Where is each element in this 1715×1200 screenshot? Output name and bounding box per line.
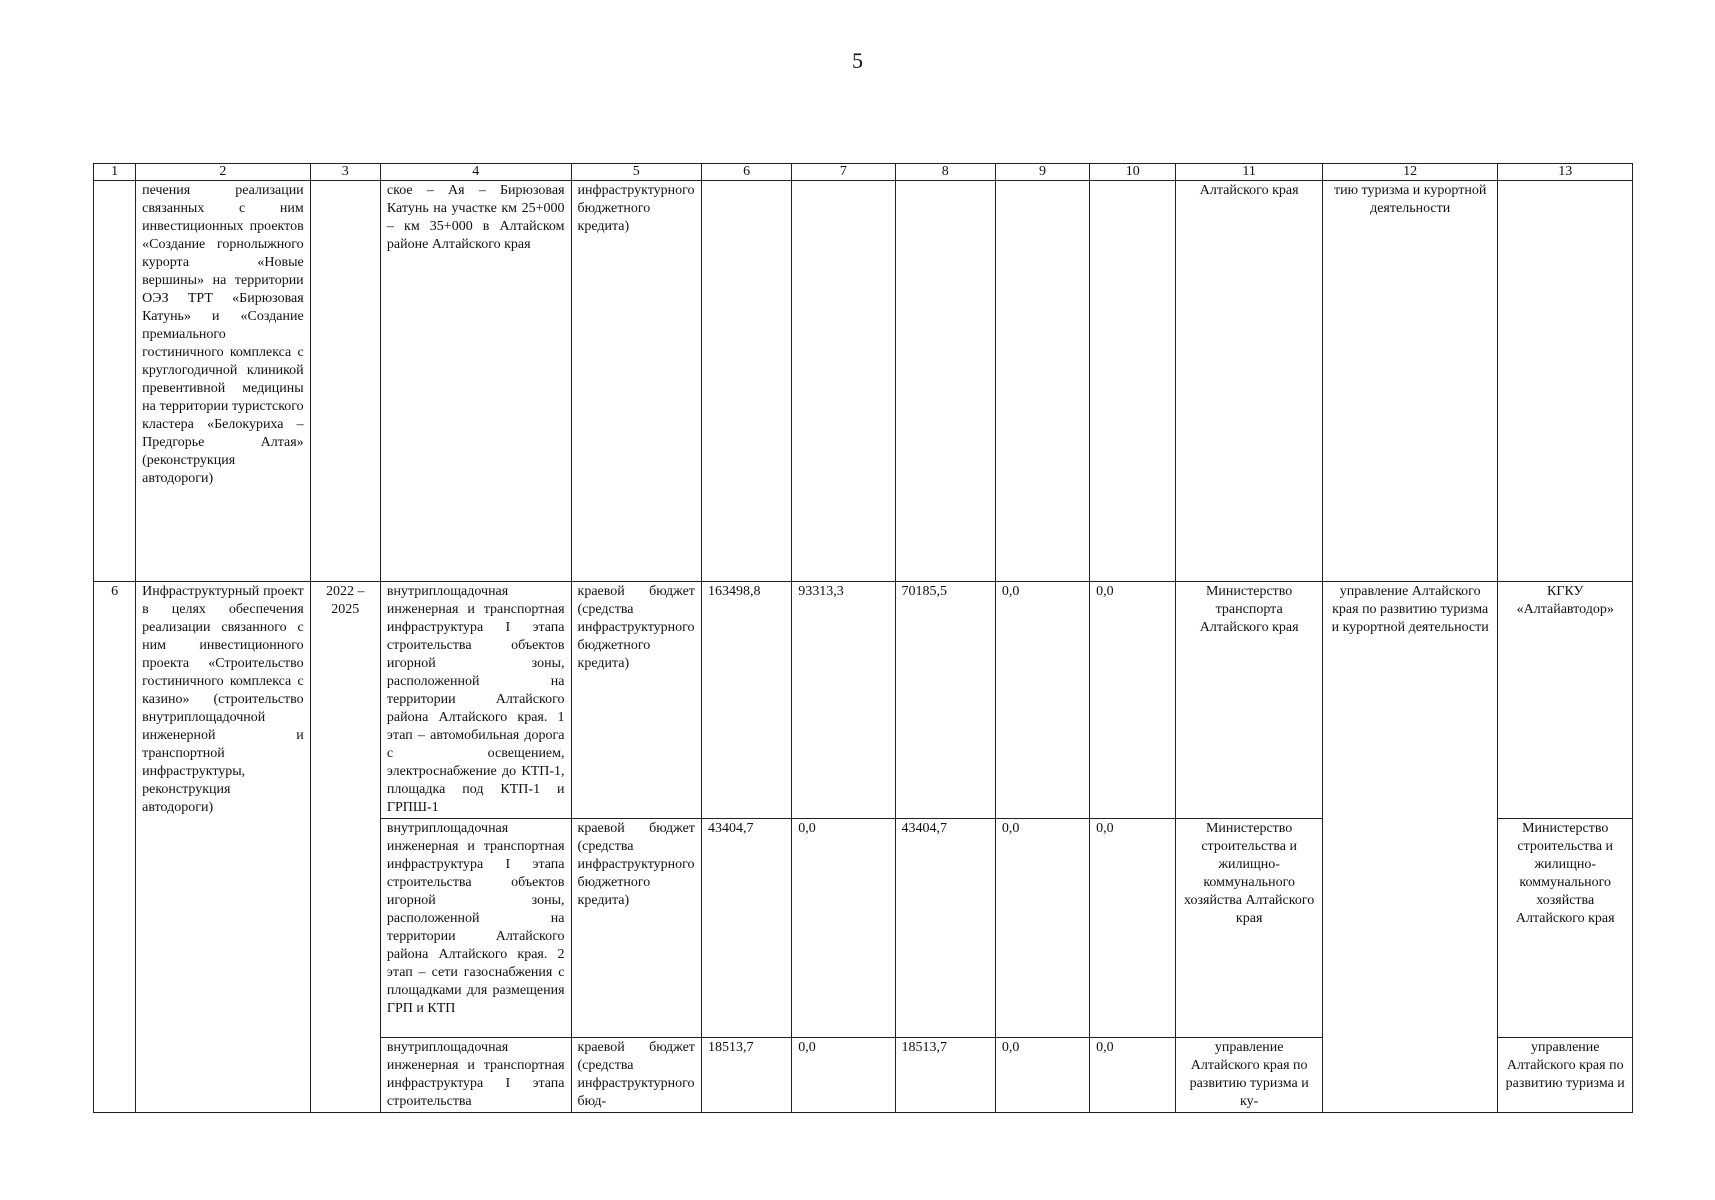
cell-year-3: 0,0 — [995, 1038, 1089, 1113]
cell-project-name: Инфраструктурный проект в целях обеспечения реализации связанного с ним инвестиционного проекта «Строительство гостиничного комплекса с казино» (строительство внутриплощадочной инженерной и транспортной инфраструктуры, реконструкция автодороги) — [136, 582, 311, 1113]
column-number: 2 — [136, 164, 311, 181]
column-number: 7 — [792, 164, 895, 181]
column-number: 1 — [94, 164, 136, 181]
cell-year-3 — [995, 181, 1089, 582]
cell-total: 163498,8 — [701, 582, 791, 819]
cell-responsible: Министерство транспорта Алтайского края — [1176, 582, 1322, 819]
column-number: 5 — [571, 164, 701, 181]
cell-responsible: Министерство строительства и жилищно-коммунального хозяйства Алтайского края — [1176, 819, 1322, 1038]
column-number-row — [94, 164, 1633, 181]
cell-coordinator: управление Алтайского края по развитию туризма и курортной деятельности — [1322, 582, 1498, 1113]
cell-year-1: 93313,3 — [792, 582, 895, 819]
cell-executor — [1498, 181, 1633, 582]
cell-executor: Министерство строительства и жилищно-коммунального хозяйства Алтайского края — [1498, 819, 1633, 1038]
table-row-continued — [94, 181, 1633, 582]
cell-executor: КГКУ «Алтайавтодор» — [1498, 582, 1633, 819]
column-number: 13 — [1498, 164, 1633, 181]
cell-year-4: 0,0 — [1090, 582, 1176, 819]
cell-year-3: 0,0 — [995, 582, 1089, 819]
cell-year-4: 0,0 — [1090, 1038, 1176, 1113]
cell-responsible: Алтайского края — [1176, 181, 1322, 582]
table-row — [94, 582, 1633, 819]
page-number: 5 — [852, 48, 863, 73]
cell-year-3: 0,0 — [995, 819, 1089, 1038]
cell-object: внутриплощадочная инженерная и транспортная инфраструктура I этапа строительства объектов игорной зоны, расположенной на территории Алтайского района Алтайского края. 2 этап – сети газоснабжения с площадками для размещения ГРП и КТП — [380, 819, 571, 1038]
column-number: 10 — [1090, 164, 1176, 181]
cell-total: 18513,7 — [701, 1038, 791, 1113]
cell-year-2: 70185,5 — [895, 582, 995, 819]
cell-funding-source: инфраструктурного бюджетного кредита) — [571, 181, 701, 582]
column-number: 12 — [1322, 164, 1498, 181]
cell-object: внутриплощадочная инженерная и транспортная инфраструктура I этапа строительства объектов игорной зоны, расположенной на территории Алтайского района Алтайского края. 1 этап – автомобильная дорога с освещением, электроснабжение до КТП-1, площадка под КТП-1 и ГРПШ-1 — [380, 582, 571, 819]
column-number: 3 — [310, 164, 380, 181]
cell-year-1: 0,0 — [792, 819, 895, 1038]
cell-year-4: 0,0 — [1090, 819, 1176, 1038]
cell-coordinator: тию туризма и курортной деятельности — [1322, 181, 1498, 582]
cell-object: внутриплощадочная инженерная и транспортная инфраструктура I этапа строительства — [380, 1038, 571, 1113]
cell-year-2: 18513,7 — [895, 1038, 995, 1113]
cell-year-2: 43404,7 — [895, 819, 995, 1038]
cell-funding-source: краевой бюджет (средства инфраструктурного бюджетного кредита) — [571, 582, 701, 819]
program-table — [93, 163, 1633, 1113]
cell-number — [94, 181, 136, 582]
cell-object: ское – Ая – Бирюзовая Катунь на участке км 25+000 – км 35+000 в Алтайском районе Алтайского края — [380, 181, 571, 582]
cell-total — [701, 181, 791, 582]
column-number: 9 — [995, 164, 1089, 181]
cell-years: 2022 – 2025 — [310, 582, 380, 1113]
cell-responsible: управление Алтайского края по развитию туризма и ку- — [1176, 1038, 1322, 1113]
cell-total: 43404,7 — [701, 819, 791, 1038]
cell-funding-source: краевой бюджет (средства инфраструктурного бюджетного кредита) — [571, 819, 701, 1038]
column-number: 8 — [895, 164, 995, 181]
column-number: 6 — [701, 164, 791, 181]
cell-project-name: печения реализации связанных с ним инвестиционных проектов «Создание горнолыжного курорта «Новые вершины» на территории ОЭЗ ТРТ «Бирюзовая Катунь» и «Создание премиального гостиничного комплекса с круглогодичной клиникой превентивной медицины на территории туристского кластера «Белокуриха – Предгорье Алтая» (реконструкция автодороги) — [136, 181, 311, 582]
cell-number: 6 — [94, 582, 136, 1113]
cell-executor: управление Алтайского края по развитию туризма и — [1498, 1038, 1633, 1113]
cell-year-2 — [895, 181, 995, 582]
cell-funding-source: краевой бюджет (средства инфраструктурного бюд- — [571, 1038, 701, 1113]
cell-year-1 — [792, 181, 895, 582]
cell-year-4 — [1090, 181, 1176, 582]
cell-year-1: 0,0 — [792, 1038, 895, 1113]
column-number: 11 — [1176, 164, 1322, 181]
cell-years — [310, 181, 380, 582]
column-number: 4 — [380, 164, 571, 181]
